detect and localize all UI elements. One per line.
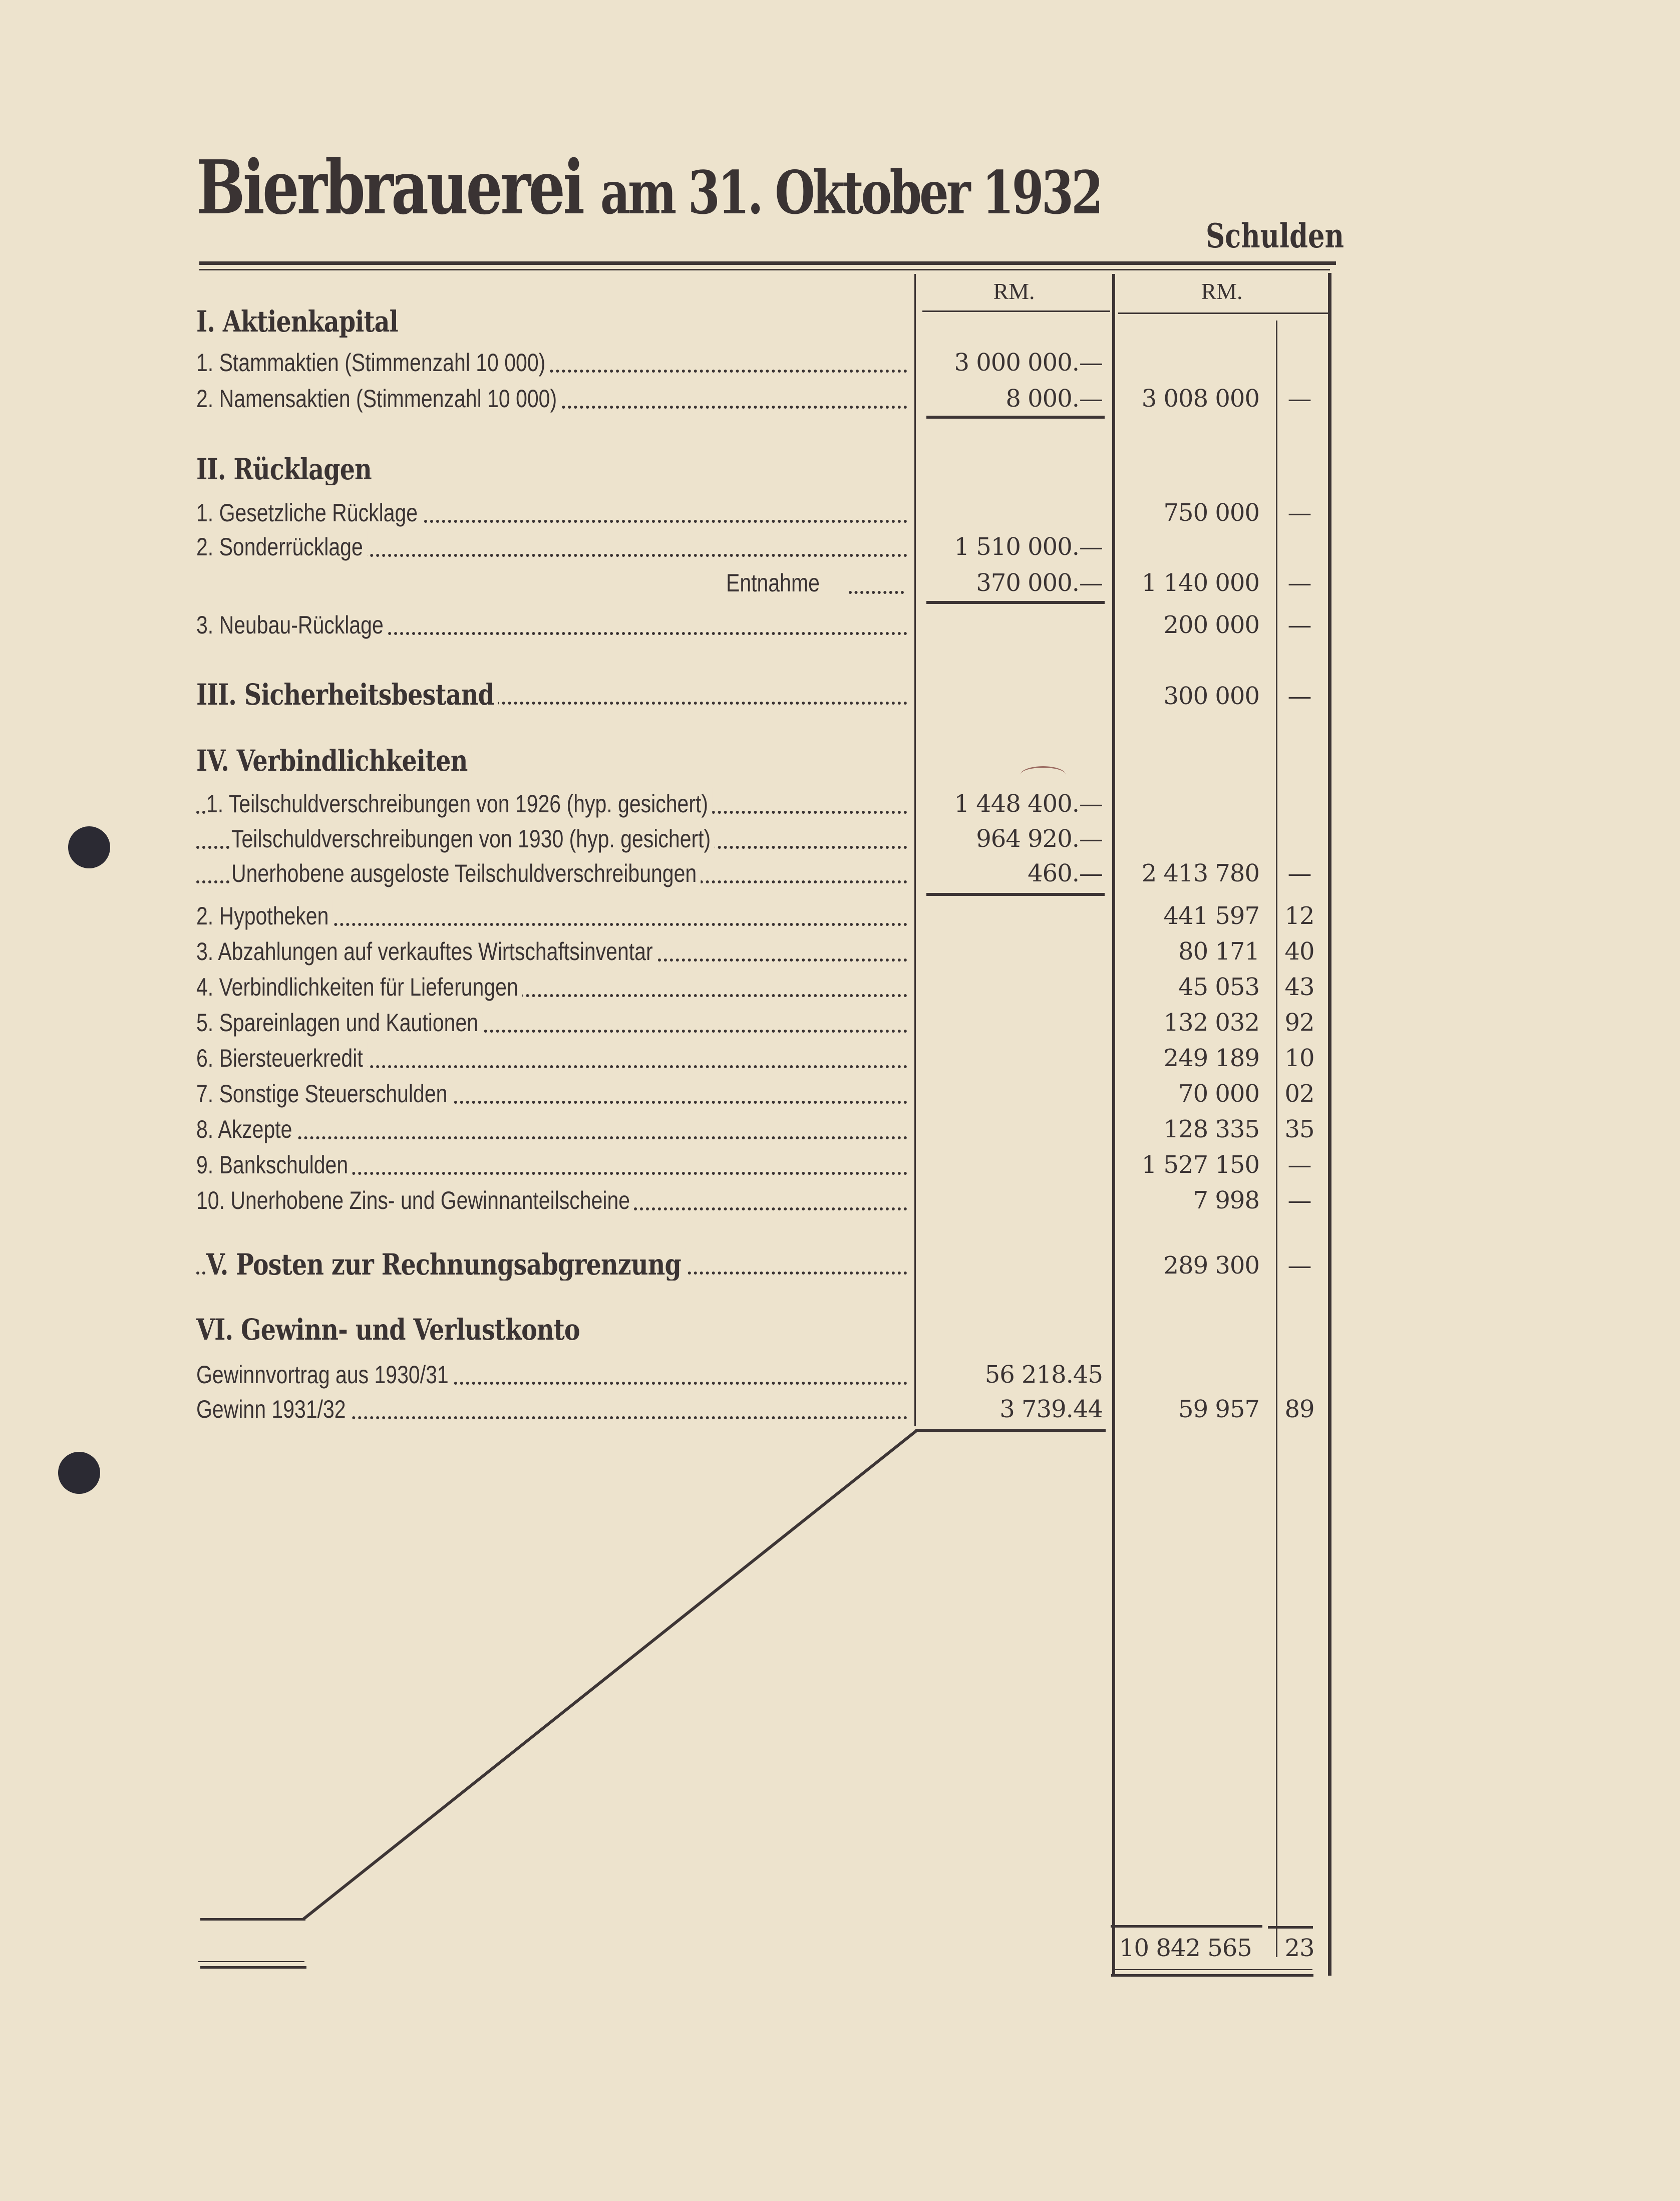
row-lieferungen-col-b: 45 053 — [1178, 973, 1259, 1001]
row-unerhobene-ausgeloste-col-b: 2 413 780 — [1141, 859, 1259, 887]
title-main: Bierbrauerei — [196, 144, 583, 231]
row-abzahlungen: 3. Abzahlungen auf verkauftes Wirtschaftsinventar — [196, 935, 907, 968]
row-hypotheken-cents: 12 — [1284, 902, 1314, 930]
rechnungsabgrenzung-cents: — — [1287, 1251, 1311, 1280]
col-a-header: RM. — [993, 278, 1035, 304]
row-bankschulden: 9. Bankschulden — [196, 1149, 907, 1181]
row-stammaktien: 1. Stammaktien (Stimmenzahl 10 000) — [196, 347, 907, 379]
section-heading-ruecklagen: II. Rücklagen — [196, 453, 907, 485]
row-gesetzliche-ruecklage-cents: — — [1287, 499, 1311, 527]
row-spareinlagen-col-b: 132 032 — [1163, 1009, 1259, 1037]
row-entnahme-cents: — — [1287, 569, 1311, 597]
row-namensaktien-cents: — — [1287, 385, 1311, 413]
row-teilschuld-1926: 1. Teilschuldverschreibungen von 1926 (hyp. gesichert) — [196, 788, 907, 820]
left-closing-rule-thin — [198, 1961, 304, 1962]
row-hypotheken: 2. Hypotheken — [196, 900, 907, 932]
row-biersteuerkredit-col-b: 249 189 — [1163, 1044, 1259, 1072]
row-steuerschulden-col-b: 70 000 — [1178, 1080, 1259, 1108]
row-entnahme: Entnahme — [196, 567, 845, 599]
row-hypotheken-col-b: 441 597 — [1163, 902, 1259, 930]
sicherheitsbestand-col-b: 300 000 — [1163, 682, 1259, 710]
row-sonderruecklage: 2. Sonderrücklage — [196, 531, 907, 563]
section-heading-verbindlichkeiten: IV. Verbindlichkeiten — [196, 745, 907, 777]
row-biersteuerkredit: 6. Biersteuerkredit — [196, 1042, 907, 1074]
rechnungsabgrenzung-col-b: 289 300 — [1163, 1251, 1259, 1280]
grand-total-col-b: 10 842 565 — [1119, 1934, 1252, 1962]
row-unerhobene-ausgeloste: Unerhobene ausgeloste Teilschuldverschreibungen — [196, 857, 907, 889]
row-abzahlungen-cents: 40 — [1284, 937, 1314, 966]
row-stammaktien-col-a: 3 000 000.— — [954, 349, 1103, 377]
row-gesetzliche-ruecklage: 1. Gesetzliche Rücklage — [196, 497, 907, 529]
row-lieferungen-cents: 43 — [1284, 973, 1314, 1001]
row-namensaktien-col-b: 3 008 000 — [1141, 385, 1259, 413]
row-sonderruecklage-col-a: 1 510 000.— — [954, 533, 1103, 561]
col-b-header: RM. — [1201, 278, 1243, 304]
left-closing-rule-thick — [200, 1918, 305, 1921]
row-spareinlagen-cents: 92 — [1284, 1009, 1314, 1037]
row-spareinlagen: 5. Spareinlagen und Kautionen — [196, 1007, 907, 1039]
row-akzepte-cents: 35 — [1284, 1115, 1314, 1143]
row-akzepte-col-b: 128 335 — [1163, 1115, 1259, 1143]
total-rule-col-b — [1111, 1925, 1262, 1928]
total-rule-cents — [1268, 1926, 1313, 1929]
section-heading-gewinn-verlust: VI. Gewinn- und Verlustkonto — [196, 1314, 907, 1346]
total-double-rule-thick — [1111, 1974, 1313, 1977]
row-gewinn-1931-32-cents: 89 — [1284, 1395, 1314, 1423]
row-gewinn-1931-32-col-b: 59 957 — [1178, 1395, 1259, 1423]
row-teilschuld-1930-col-a: 964 920.— — [976, 825, 1103, 853]
total-double-rule-thin — [1113, 1969, 1312, 1970]
row-entnahme-col-a: 370 000.— — [976, 569, 1103, 597]
row-neubau-ruecklage-col-b: 200 000 — [1163, 611, 1259, 639]
row-namensaktien: 2. Namensaktien (Stimmenzahl 10 000) — [196, 383, 907, 415]
section-heading-aktienkapital: I. Aktienkapital — [196, 305, 907, 338]
sicherheitsbestand-cents: — — [1287, 682, 1311, 710]
row-neubau-ruecklage: 3. Neubau-Rücklage — [196, 609, 907, 641]
side-label-schulden: Schulden — [1206, 216, 1345, 255]
row-steuerschulden: 7. Sonstige Steuerschulden — [196, 1078, 907, 1110]
punch-hole-lower — [58, 1452, 100, 1494]
row-bankschulden-cents: — — [1287, 1151, 1311, 1179]
row-gewinnvortrag: Gewinnvortrag aus 1930/31 — [196, 1359, 907, 1391]
row-unerhobene-ausgeloste-cents: — — [1287, 859, 1311, 887]
row-namensaktien-col-a: 8 000.— — [1005, 385, 1103, 413]
row-entnahme-col-b: 1 140 000 — [1141, 569, 1259, 597]
section-heading-sicherheitsbestand: III. Sicherheitsbestand — [196, 679, 907, 711]
row-teilschuld-1926-col-a: 1 448 400.— — [954, 790, 1103, 818]
title-date: am 31. Oktober 1932 — [600, 158, 1101, 227]
row-gewinn-1931-32: Gewinn 1931/32 — [196, 1393, 907, 1425]
row-biersteuerkredit-cents: 10 — [1284, 1044, 1314, 1072]
row-akzepte: 8. Akzepte — [196, 1113, 907, 1145]
row-zinsscheine: 10. Unerhobene Zins- und Gewinnanteilscheine — [196, 1184, 907, 1216]
row-gesetzliche-ruecklage-col-b: 750 000 — [1163, 499, 1259, 527]
row-zinsscheine-col-b: 7 998 — [1193, 1186, 1259, 1214]
row-gewinn-1931-32-col-a: 3 739.44 — [999, 1395, 1103, 1423]
leader-dots — [196, 1136, 907, 1139]
row-zinsscheine-cents: — — [1287, 1186, 1311, 1214]
row-teilschuld-1930: Teilschuldverschreibungen von 1930 (hyp. gesichert) — [196, 823, 907, 855]
punch-hole-upper — [68, 826, 110, 868]
section-heading-rechnungsabgrenzung: V. Posten zur Rechnungsabgrenzung — [196, 1248, 907, 1281]
row-lieferungen: 4. Verbindlichkeiten für Lieferungen — [196, 971, 907, 1003]
left-closing-rule-double — [200, 1966, 306, 1969]
row-gewinnvortrag-col-a: 56 218.45 — [984, 1361, 1103, 1389]
row-neubau-ruecklage-cents: — — [1287, 611, 1311, 639]
row-unerhobene-ausgeloste-col-a: 460.— — [1028, 859, 1103, 887]
row-abzahlungen-col-b: 80 171 — [1178, 937, 1259, 966]
row-bankschulden-col-b: 1 527 150 — [1141, 1151, 1259, 1179]
grand-total-cents: 23 — [1284, 1934, 1314, 1962]
row-steuerschulden-cents: 02 — [1284, 1080, 1314, 1108]
